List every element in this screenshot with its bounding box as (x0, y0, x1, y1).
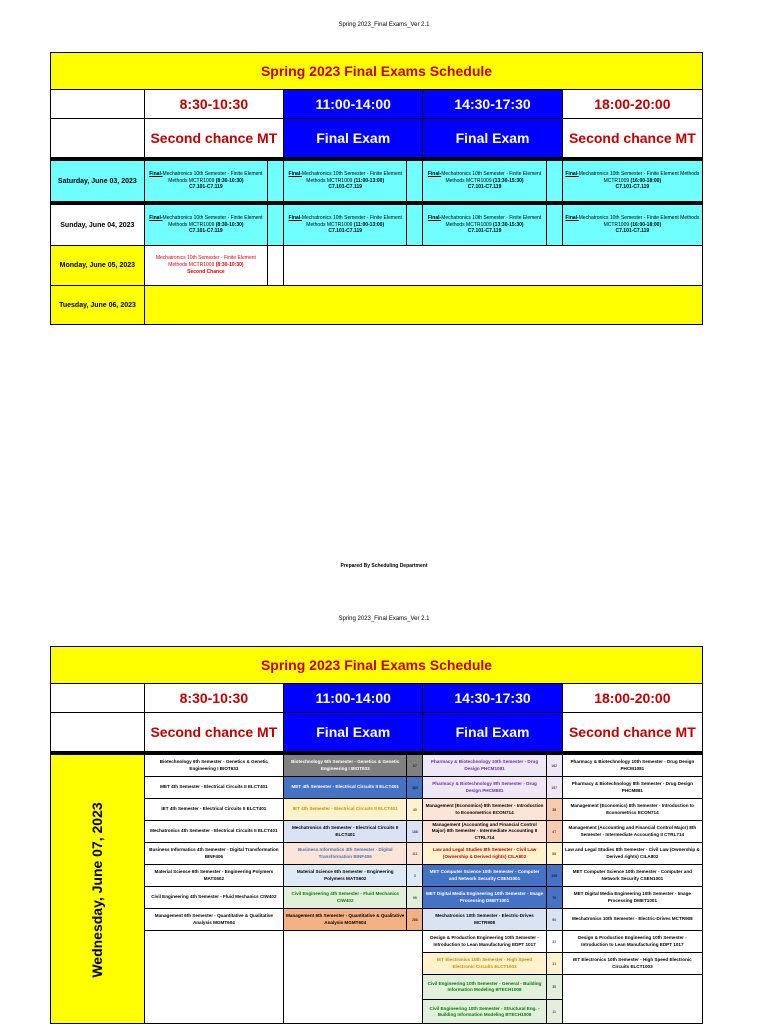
student-count: 3 (406, 865, 422, 886)
wednesday-block (51, 752, 702, 1024)
exam-cell: IET 4th Semester - Electrical Circuits II ELCT401 (145, 799, 283, 821)
exam-cell: IET 4th Semester - Electrical Circuits II ELCT401 40 (284, 799, 422, 821)
student-count: 383 (406, 777, 422, 798)
student-count: 35 (546, 975, 562, 999)
exam-cell: Management (Accounting and Financial Control Major) 8th Semester - Intermediate Accounting II CTRL714 47 (423, 821, 561, 843)
day-row-monday (51, 246, 702, 286)
student-count: 38 (546, 799, 562, 820)
student-count: 56 (546, 843, 562, 864)
kind-slot-4: Second chance MT (563, 119, 702, 157)
exam-cell: Management (Accounting and Financial Control Major) 8th Semester - Intermediate Accounting II CTRL714 (563, 821, 702, 843)
column-830 (145, 755, 284, 1024)
student-count: 162 (546, 755, 562, 776)
day-row-tuesday (51, 286, 702, 324)
time-slot-2: 11:00-14:00 (284, 90, 423, 118)
exam-cell: MET Computer Science 10th Semester - Computer and Network Security CSEN1001 (563, 865, 702, 887)
time-slot-3: 14:30-17:30 (423, 90, 562, 118)
kind-slot-1: Second chance MT (145, 119, 284, 157)
exam-cell: Management (Economics) 8th Semester - Introduction to Econometrics ECON714 (563, 799, 702, 821)
exam-cell: Law and Legal Studies 8th Semester - Civil Law (Ownership & Derived rights) CILA802 56 (423, 843, 561, 865)
time-slot-3: 14:30-17:30 (423, 684, 562, 712)
student-count: 90 (546, 909, 562, 930)
student-count: 95 (406, 887, 422, 908)
exam-cell: Management 6th Semester - Quantitative & Qualitative Analysis MGMT604 (145, 909, 283, 931)
student-count: 188 (406, 821, 422, 842)
exam-cell: Final-Mechatronics 10th Semester - Finite Element Methods MCTR1009 (8:30-10:30) C7.101-C7.119 (145, 205, 284, 245)
exam-cell: Biotechnology 6th Semester - Genetics & Genetic Engineering I BIOT633 57 (284, 755, 422, 777)
time-header-row (51, 684, 702, 713)
exam-cell: Business Informatics 4th Semester - Digital Transformation BINF406 111 (284, 843, 422, 865)
exam-cell: MET 4th Semester - Electrical Circuits II ELCT401 (145, 777, 283, 799)
kind-slot-2: Final Exam (284, 119, 423, 157)
time-slot-1: 8:30-10:30 (145, 684, 284, 712)
column-1100 (284, 755, 423, 1024)
kind-slot-1: Second chance MT (145, 713, 284, 751)
student-count: 76 (546, 887, 562, 908)
exam-cell: IET Electronics 10th Semester - High Speed Electronic Circuits ELCT1003 31 (423, 953, 561, 975)
exam-cell: Final-Mechatronics 10th Semester - Finite Element Methods MCTR1009 (11:00-13:00) C7.101-C7.119 (284, 161, 423, 201)
day-label: Wednesday, June 07, 2023 (51, 755, 145, 1024)
column-1800 (563, 755, 702, 1024)
day-label: Sunday, June 04, 2023 (51, 205, 145, 245)
exam-cell: Civil Engineering 4th Semester - Fluid Mechanics CIW402 (145, 887, 283, 909)
exam-cell: Pharmacy & Biotechnology 10th Semester - Drug Design PHCM1081 (563, 755, 702, 777)
student-count: 157 (546, 777, 562, 798)
exam-cell: MET Digital Media Engineering 10th Semester - Image Processing DMET1001 (563, 887, 702, 909)
day-label: Saturday, June 03, 2023 (51, 161, 145, 201)
exam-cell: Pharmacy & Biotechnology 8th Semester - Drug Design PHCM881 157 (423, 777, 561, 799)
day-row-sunday (51, 202, 702, 246)
exam-cell: Civil Engineering 4th Semester - Fluid Mechanics CIW402 95 (284, 887, 422, 909)
time-slot-4: 18:00-20:00 (563, 90, 702, 118)
student-count: 40 (406, 799, 422, 820)
exam-cell: Mechatronics 10th Semester - Finite Element Methods MCTR1009 (8:30-10:30) Second Chance (145, 246, 284, 285)
student-count: 288 (406, 909, 422, 930)
exam-cell: Biotechnology 6th Semester - Genetics & Genetic Engineering I BIOT633 (145, 755, 283, 777)
exam-cell: Civil Engineering 10th Semester - General - Building Information Modeling BTECH1008 35 (423, 975, 561, 1000)
kind-header-row (51, 119, 702, 158)
time-slot-2: 11:00-14:00 (284, 684, 423, 712)
exam-cell: Final-Mechatronics 10th Semester - Finite Element Methods MCTR1009 (13:30-15:30) C7.101-C7.119 (423, 205, 562, 245)
empty-cell (284, 246, 702, 285)
time-header-row (51, 90, 702, 119)
exam-cell: Final-Mechatronics 10th Semester - Finite Element Methods MCTR1009 (13:30-15:30) C7.101-C7.119 (423, 161, 562, 201)
version-label: Spring 2023_Final Exams_Ver 2.1 (338, 616, 430, 622)
day-label: Tuesday, June 06, 2023 (51, 286, 145, 324)
exam-cell: Material Science 6th Semester - Engineering Polymers MATS602 3 (284, 865, 422, 887)
time-slot-1: 8:30-10:30 (145, 90, 284, 118)
student-count: 111 (406, 843, 422, 864)
student-count: 11 (546, 1000, 562, 1024)
student-count: 309 (546, 865, 562, 886)
kind-slot-3: Final Exam (423, 119, 562, 157)
student-count: 47 (546, 821, 562, 842)
kind-slot-2: Final Exam (284, 713, 423, 751)
day-row-saturday (51, 158, 702, 202)
exam-cell: Civil Engineering 10th Semester - Structural Eng. - Building Information Modeling BTECH1008 11 (423, 1000, 561, 1024)
prepared-by: Prepared By Scheduling Department (340, 563, 428, 569)
exam-cell: Business Informatics 4th Semester - Digital Transformation BINF406 (145, 843, 283, 865)
time-slot-4: 18:00-20:00 (563, 684, 702, 712)
day-label: Monday, June 05, 2023 (51, 246, 145, 285)
exam-cell: Mechatronics 10th Semester - Electric-Drives MCTR908 90 (423, 909, 561, 931)
exam-cell: Management 6th Semester - Quantitative & Qualitative Analysis MGMT604 288 (284, 909, 422, 931)
exam-cell: Mechatronics 4th Semester - Electrical Circuits II ELCT401 188 (284, 821, 422, 843)
exam-cell: MET Computer Science 10th Semester - Computer and Network Security CSEN1001 309 (423, 865, 561, 887)
exam-cell: Material Science 6th Semester - Engineering Polymers MATS602 (145, 865, 283, 887)
version-label: Spring 2023_Final Exams_Ver 2.1 (338, 22, 430, 28)
exam-cell: Pharmacy & Biotechnology 8th Semester - Drug Design PHCM881 (563, 777, 702, 799)
schedule-title: Spring 2023 Final Exams Schedule (51, 647, 702, 684)
student-count: 57 (406, 755, 422, 776)
exam-cell: Final-Mechatronics 10th Semester - Finite Element Methods MCTR1009 (11:00-13:00) C7.101-C7.119 (284, 205, 423, 245)
schedule-title: Spring 2023 Final Exams Schedule (51, 53, 702, 90)
column-1430 (423, 755, 562, 1024)
student-count: 32 (546, 931, 562, 952)
exam-cell: Law and Legal Studies 8th Semester - Civil Law (Ownership & Derived rights) CILA802 (563, 843, 702, 865)
kind-slot-3: Final Exam (423, 713, 562, 751)
kind-header-row (51, 713, 702, 752)
exam-cell: Pharmacy & Biotechnology 10th Semester - Drug Design PHCM1081 162 (423, 755, 561, 777)
exam-cell: Final-Mechatronics 10th Semester - Finite Element Methods MCTR1009 (16:00-18:00) C7.101-C7.119 (563, 205, 702, 245)
exam-cell: Final-Mechatronics 10th Semester - Finite Element Methods MCTR1009 (8:30-10:30) C7.101-C7.119 (145, 161, 284, 201)
exam-cell: Final-Mechatronics 10th Semester - Finite Element Methods MCTR1009 (16:00-18:00) C7.101-C7.119 (563, 161, 702, 201)
exam-cell: Mechatronics 4th Semester - Electrical Circuits II ELCT401 (145, 821, 283, 843)
exam-cell: Design & Production Engineering 10th Semester - Introduction to Lean Manufacturing EDPT 1017 (563, 931, 702, 953)
exam-cell: Design & Production Engineering 10th Semester - Introduction to Lean Manufacturing EDPT 1017 32 (423, 931, 561, 953)
schedule-sheet-1 (50, 52, 703, 325)
student-count: 31 (546, 953, 562, 974)
schedule-sheet-2 (50, 646, 703, 1024)
exam-cell: Management (Economics) 8th Semester - Introduction to Econometrics ECON714 38 (423, 799, 561, 821)
kind-slot-4: Second chance MT (563, 713, 702, 751)
exam-cell: MET Digital Media Engineering 10th Semester - Image Processing DMET1001 76 (423, 887, 561, 909)
exam-cell: Mechatronics 10th Semester - Electric-Drives MCTR908 (563, 909, 702, 931)
exam-cell: MET 4th Semester - Electrical Circuits II ELCT401 383 (284, 777, 422, 799)
exam-cell: IET Electronics 10th Semester - High Speed Electronic Circuits ELCT1003 (563, 953, 702, 975)
